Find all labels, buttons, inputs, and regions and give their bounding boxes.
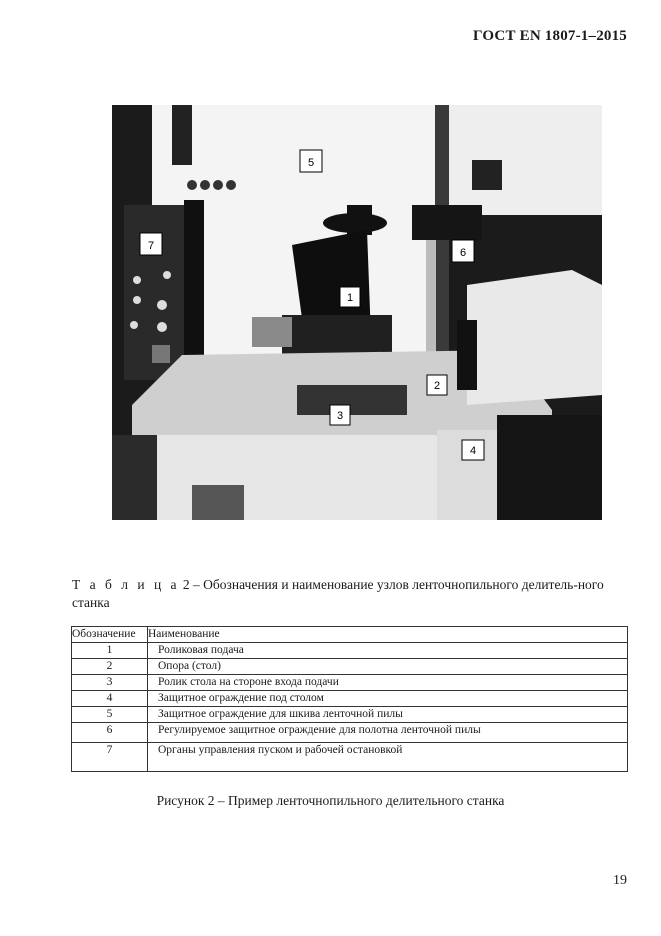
- callout-3: 3: [336, 410, 344, 422]
- row-name: Роликовая подача: [148, 643, 628, 659]
- callout-2: 2: [433, 380, 441, 392]
- header-designation: Обозначение: [72, 627, 148, 643]
- callout-5: 5: [307, 157, 315, 169]
- row-number: 3: [72, 675, 148, 691]
- table-row: [72, 643, 628, 659]
- row-number: 5: [72, 707, 148, 723]
- row-name: Органы управления пуском и рабочей остановкой: [148, 743, 628, 772]
- row-name: Ролик стола на стороне входа подачи: [148, 675, 628, 691]
- row-number: 4: [72, 691, 148, 707]
- table-header-row: [72, 627, 628, 643]
- table-row: [72, 723, 628, 743]
- table-row: [72, 707, 628, 723]
- row-name: Защитное ограждение для шкива ленточной пилы: [148, 707, 628, 723]
- document-header: ГОСТ EN 1807-1–2015: [473, 28, 627, 44]
- designations-table: [71, 626, 628, 772]
- table-row: [72, 675, 628, 691]
- row-number: 1: [72, 643, 148, 659]
- table-caption-text: 2 – Обозначения и наименование узлов ленточнопильного делитель-ного станка: [72, 577, 604, 610]
- table-row: [72, 743, 628, 772]
- row-number: 6: [72, 723, 148, 743]
- row-name: Опора (стол): [148, 659, 628, 675]
- callout-7: 7: [147, 240, 155, 252]
- row-number: 7: [72, 743, 148, 772]
- header-name: Наименование: [148, 627, 628, 643]
- callout-1: 1: [346, 292, 354, 304]
- figure-caption: Рисунок 2 – Пример ленточнопильного делительного станка: [156, 793, 505, 808]
- table-caption-prefix: Т а б л и ц а: [72, 577, 180, 592]
- callout-6: 6: [459, 247, 467, 259]
- page-number: 19: [613, 873, 627, 888]
- machine-photo: [112, 105, 602, 520]
- table-row: [72, 691, 628, 707]
- row-name: Регулируемое защитное ограждение для полотна ленточной пилы: [148, 723, 628, 743]
- callout-4: 4: [469, 445, 477, 457]
- table-caption: [72, 576, 632, 612]
- row-name: Защитное ограждение под столом: [148, 691, 628, 707]
- row-number: 2: [72, 659, 148, 675]
- table-row: [72, 659, 628, 675]
